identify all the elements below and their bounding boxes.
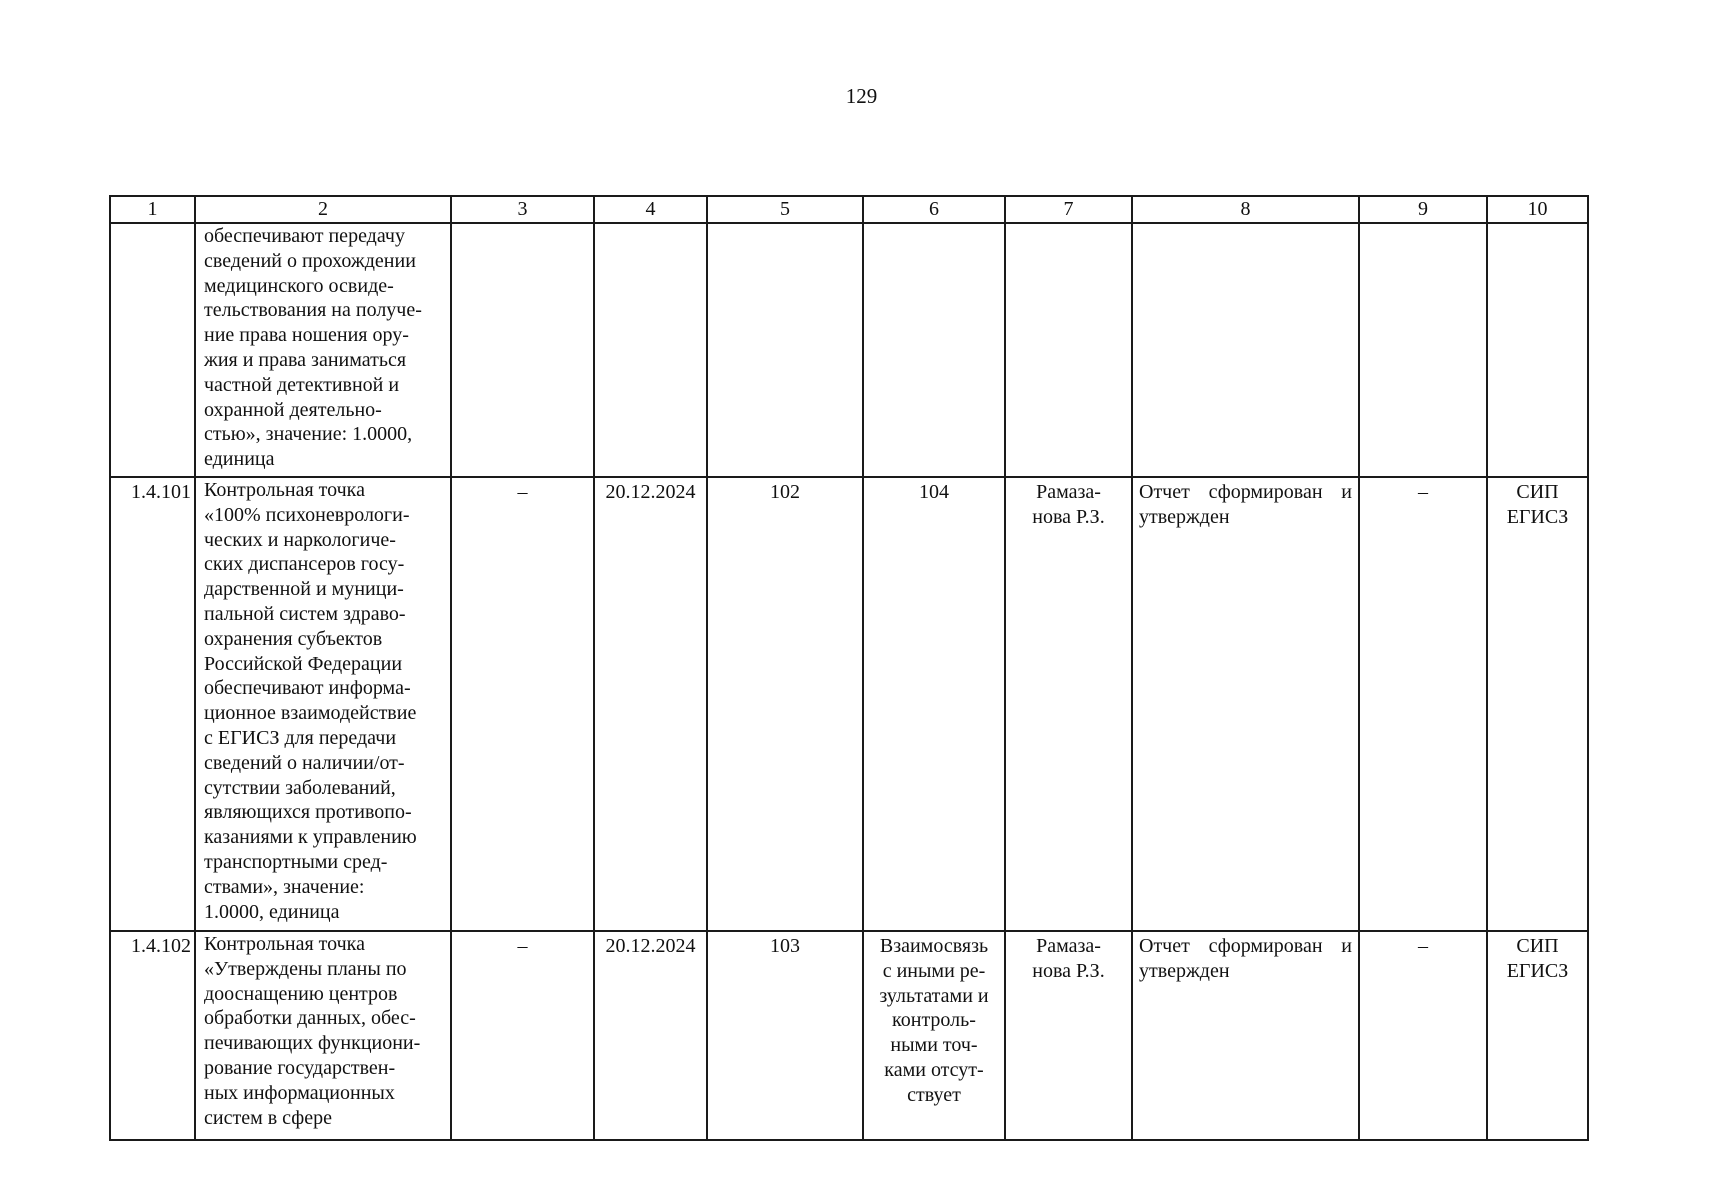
table-cell <box>1132 223 1359 477</box>
description-line: единица <box>204 448 275 471</box>
description-line: 1.0000, единица <box>204 900 340 923</box>
description-line: Российской Федерации <box>204 652 403 675</box>
description-line: ских диспансеров госу- <box>204 553 405 576</box>
description-line: рование государствен- <box>204 1056 396 1079</box>
description-line: печивающих функциони- <box>204 1032 421 1055</box>
description-line: пальной систем здраво- <box>204 602 406 625</box>
column-header: 9 <box>1359 196 1487 223</box>
column-header: 8 <box>1132 196 1359 223</box>
column-header: 5 <box>707 196 863 223</box>
description-line: дарственной и муници- <box>204 578 404 601</box>
description-line: являющихся противопо- <box>204 801 412 824</box>
description-line: «100% психоневрологи- <box>204 503 410 526</box>
system-cell: СИП ЕГИСЗ <box>1487 477 1588 931</box>
description-line: Контрольная точка <box>204 933 365 955</box>
column-header: 7 <box>1005 196 1132 223</box>
description-line: жия и права заниматься <box>204 348 407 371</box>
description-line: обеспечивают информа- <box>204 677 411 700</box>
table-cell <box>863 223 1005 477</box>
description-line: дооснащению центров <box>204 982 398 1005</box>
relation-cell: Взаимосвязь с иными ре- зультатами и контроль- ными точ- ками отсут- ствует <box>863 931 1005 1140</box>
description-line: охранения субъектов <box>204 627 383 650</box>
description-line: тельствования на получе- <box>204 299 422 322</box>
table-cell <box>1005 223 1132 477</box>
table-cell <box>451 223 594 477</box>
column-header: 2 <box>195 196 451 223</box>
result-cell: Отчет сформирован и утвержден <box>1132 477 1359 931</box>
description-line: ных информационных <box>204 1081 395 1104</box>
table-cell: – <box>1359 477 1487 931</box>
column-header: 10 <box>1487 196 1588 223</box>
description-line: обеспечивают передачу <box>204 225 405 247</box>
column-header: 4 <box>594 196 707 223</box>
plan-table <box>109 195 1589 1141</box>
table-cell <box>707 223 863 477</box>
responsible-cell: Рамаза- нова Р.З. <box>1005 931 1132 1140</box>
result-cell: Отчет сформирован и утвержден <box>1132 931 1359 1140</box>
description-line: сведений о прохождении <box>204 249 416 272</box>
table-cell: – <box>1359 931 1487 1140</box>
table-cell: – <box>451 477 594 931</box>
table-cell: 102 <box>707 477 863 931</box>
row-number-cell: 1.4.101 <box>110 477 195 931</box>
description-cell <box>195 931 451 1140</box>
table-row <box>110 223 1588 477</box>
table-cell: 103 <box>707 931 863 1140</box>
description-line: ствами», значение: <box>204 875 365 898</box>
row-number-cell: 1.4.102 <box>110 931 195 1140</box>
row-number-cell <box>110 223 195 477</box>
description-line: сутствии заболеваний, <box>204 776 396 799</box>
description-line: частной детективной и <box>204 373 400 396</box>
table-row <box>110 931 1588 1140</box>
table-cell <box>1487 223 1588 477</box>
description-line: медицинского освиде- <box>204 274 394 297</box>
table-cell <box>594 223 707 477</box>
description-line: ческих и наркологиче- <box>204 528 396 551</box>
system-cell: СИП ЕГИСЗ <box>1487 931 1588 1140</box>
description-line: с ЕГИСЗ для передачи <box>204 726 397 749</box>
column-header: 3 <box>451 196 594 223</box>
description-line: ние права ношения ору- <box>204 324 409 347</box>
date-cell: 20.12.2024 <box>594 477 707 931</box>
table-cell: – <box>451 931 594 1140</box>
page-number: 129 <box>845 84 878 108</box>
description-line: ционное взаимодействие <box>204 702 417 725</box>
responsible-cell: Рамаза- нова Р.З. <box>1005 477 1132 931</box>
description-line: охранной деятельно- <box>204 398 382 421</box>
header-row <box>110 196 1588 223</box>
description-line: систем в сфере <box>204 1106 333 1129</box>
column-header: 6 <box>863 196 1005 223</box>
description-line: Контрольная точка <box>204 479 365 501</box>
description-cell <box>195 223 451 477</box>
column-header: 1 <box>110 196 195 223</box>
table-row <box>110 477 1588 931</box>
description-line: стью», значение: 1.0000, <box>204 423 413 446</box>
table-cell: 104 <box>863 477 1005 931</box>
description-line: сведений о наличии/от- <box>204 751 405 774</box>
table-cell <box>1359 223 1487 477</box>
description-line: казаниями к управлению <box>204 826 417 849</box>
description-line: транспортными сред- <box>204 850 388 873</box>
date-cell: 20.12.2024 <box>594 931 707 1140</box>
description-cell <box>195 477 451 931</box>
description-line: обработки данных, обес- <box>204 1007 416 1030</box>
description-line: «Утверждены планы по <box>204 957 407 980</box>
